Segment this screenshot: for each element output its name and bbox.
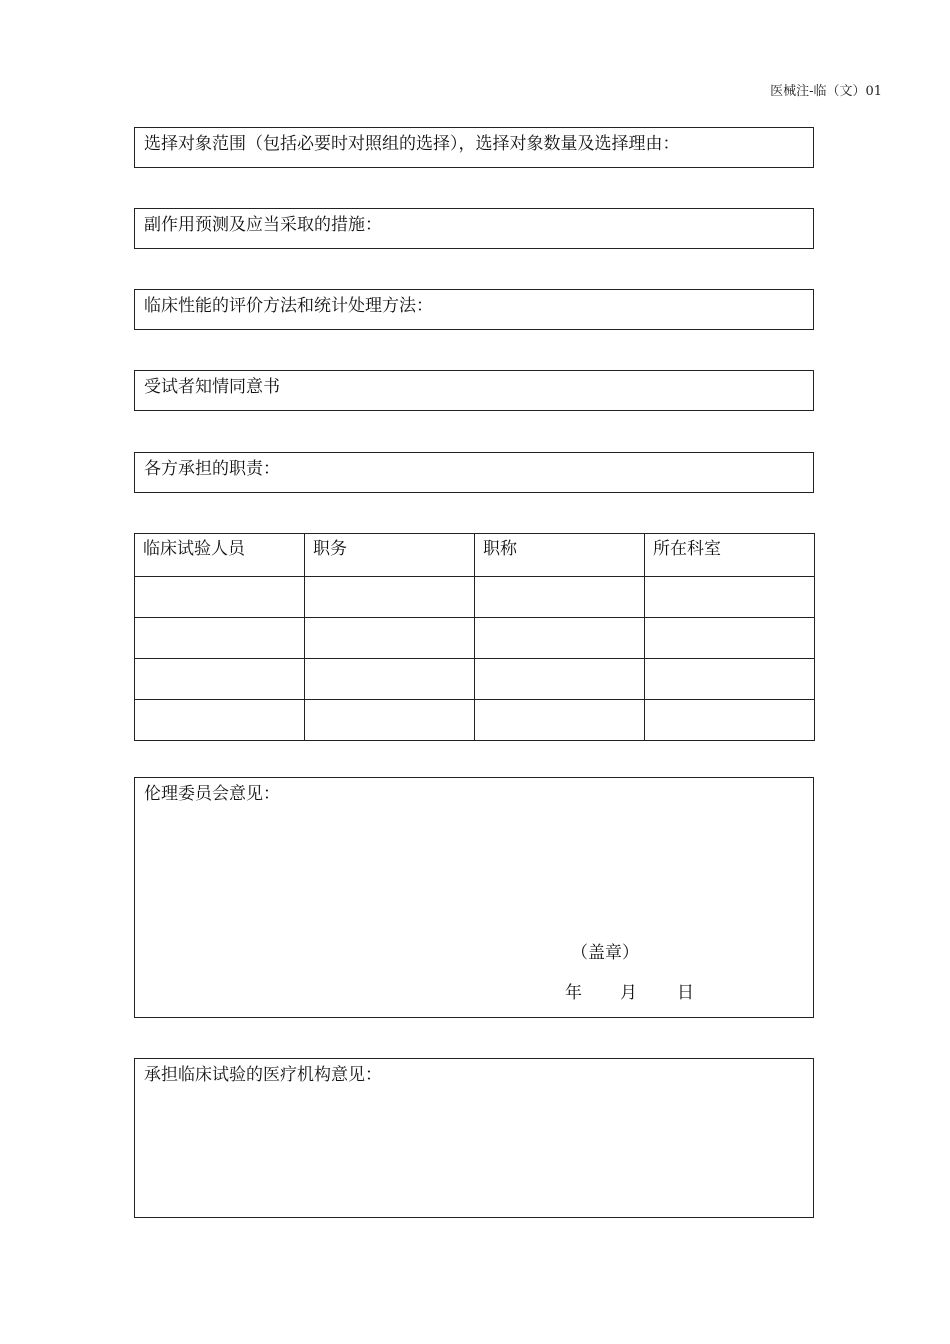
evaluation-section — [134, 289, 814, 330]
institution-opinion-section — [134, 1058, 814, 1218]
table-cell[interactable] — [305, 659, 475, 700]
staff-table — [134, 533, 815, 741]
side-effects-section — [134, 208, 814, 249]
subjects-section — [134, 127, 814, 168]
header-cell-department: 所在科室 — [645, 534, 815, 577]
subjects-label: 选择对象范围（包括必要时对照组的选择），选择对象数量及选择理由： — [144, 134, 680, 154]
form-code: 医械注-临（文）01 — [770, 84, 882, 99]
table-cell[interactable] — [135, 618, 305, 659]
table-cell[interactable] — [135, 700, 305, 741]
table-cell[interactable] — [135, 659, 305, 700]
consent-section — [134, 370, 814, 411]
month-label: 月 — [620, 983, 637, 1003]
duties-label: 各方承担的职责： — [144, 459, 280, 479]
table-cell[interactable] — [305, 700, 475, 741]
table-row — [135, 700, 815, 741]
table-cell[interactable] — [645, 577, 815, 618]
ethics-committee-section — [134, 777, 814, 1018]
table-cell[interactable] — [135, 577, 305, 618]
seal-label: （盖章） — [571, 943, 639, 963]
header-cell-personnel: 临床试验人员 — [135, 534, 305, 577]
institution-opinion-label: 承担临床试验的医疗机构意见： — [144, 1065, 382, 1085]
table-cell[interactable] — [305, 577, 475, 618]
staff-table-header — [135, 534, 815, 577]
date-line — [565, 978, 694, 1003]
table-cell[interactable] — [475, 577, 645, 618]
table-cell[interactable] — [645, 659, 815, 700]
consent-label: 受试者知情同意书 — [144, 377, 280, 397]
side-effects-label: 副作用预测及应当采取的措施： — [144, 215, 382, 235]
duties-section — [134, 452, 814, 493]
table-row — [135, 618, 815, 659]
table-cell[interactable] — [475, 700, 645, 741]
day-label: 日 — [677, 983, 694, 1003]
evaluation-label: 临床性能的评价方法和统计处理方法： — [144, 296, 433, 316]
table-cell[interactable] — [645, 700, 815, 741]
table-cell[interactable] — [645, 618, 815, 659]
table-row — [135, 577, 815, 618]
ethics-committee-label: 伦理委员会意见： — [144, 784, 280, 804]
table-cell[interactable] — [305, 618, 475, 659]
header-cell-title: 职称 — [475, 534, 645, 577]
year-label: 年 — [565, 983, 582, 1003]
table-cell[interactable] — [475, 659, 645, 700]
header-cell-position: 职务 — [305, 534, 475, 577]
table-cell[interactable] — [475, 618, 645, 659]
table-row — [135, 659, 815, 700]
